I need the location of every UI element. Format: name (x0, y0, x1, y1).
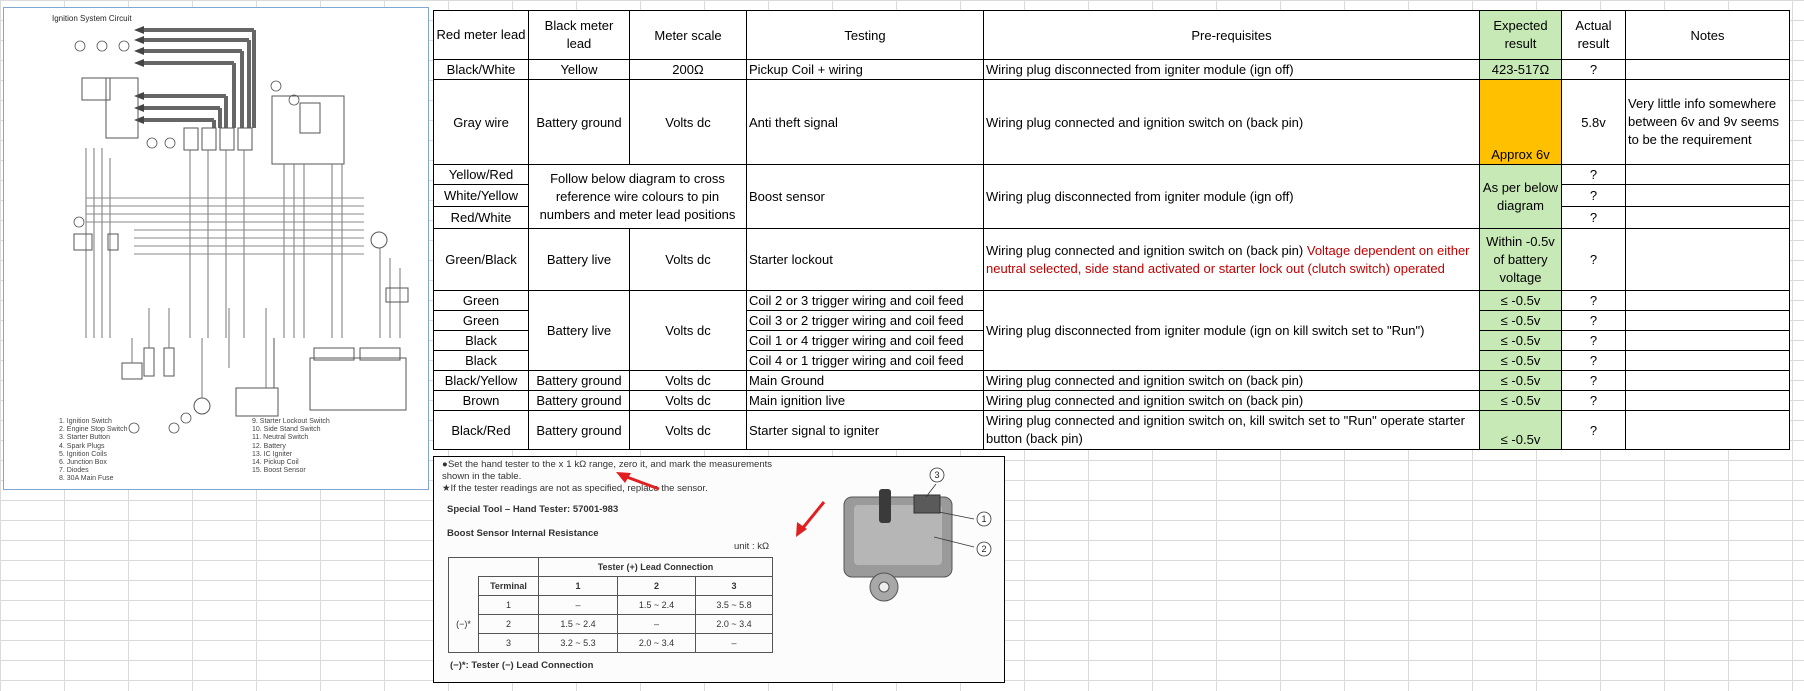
cell-actual[interactable]: ? (1562, 331, 1626, 351)
table-row (434, 80, 1790, 165)
cell-red-lead[interactable]: Green/Black (434, 229, 529, 291)
cell-actual[interactable]: ? (1562, 207, 1626, 229)
legend-left (59, 418, 128, 484)
cell-actual[interactable]: ? (1562, 60, 1626, 80)
cell-notes[interactable] (1626, 391, 1790, 411)
legend-item: 10. Side Stand Switch (252, 426, 321, 434)
cell-testing[interactable]: Coil 2 or 3 trigger wiring and coil feed (747, 291, 984, 311)
cell-actual[interactable]: ? (1562, 165, 1626, 185)
diagram-title: Ignition System Circuit (52, 14, 132, 23)
table-row (434, 165, 1790, 185)
table-row (434, 229, 1790, 291)
col-header: 1 (539, 577, 618, 596)
cell-testing[interactable]: Main Ground (747, 371, 984, 391)
cell-meter-scale[interactable]: Volts dc (630, 80, 747, 165)
legend-item: 9. Starter Lockout Switch (252, 418, 330, 425)
cell-actual[interactable]: ? (1562, 351, 1626, 371)
table-row (434, 60, 1790, 80)
cell-prereq[interactable]: Wiring plug disconnected from igniter module (ign off) (984, 60, 1480, 80)
cell-prereq[interactable]: Wiring plug connected and ignition switch on, kill switch set to "Run" operate starter button (back pin) (984, 411, 1480, 450)
resistance-value: 3.2 ~ 5.3 (539, 634, 618, 653)
cell-red-lead[interactable]: White/Yellow (434, 185, 529, 207)
cell-red-lead[interactable]: Gray wire (434, 80, 529, 165)
cell-expected[interactable]: ≤ -0.5v (1480, 371, 1562, 391)
cell-prereq[interactable] (984, 229, 1480, 291)
header-actual[interactable]: Actual result (1562, 11, 1626, 60)
cell-notes[interactable] (1626, 165, 1790, 185)
cell-actual[interactable]: ? (1562, 185, 1626, 207)
cell-actual[interactable]: ? (1562, 411, 1626, 450)
cell-meter-scale[interactable]: Volts dc (630, 229, 747, 291)
header-testing[interactable]: Testing (747, 11, 984, 60)
cell-prereq[interactable]: Wiring plug connected and ignition switch on (back pin) (984, 371, 1480, 391)
cell-notes[interactable] (1626, 311, 1790, 331)
cell-black-lead[interactable]: Battery ground (529, 391, 630, 411)
cell-red-lead[interactable]: Brown (434, 391, 529, 411)
header-expected[interactable]: Expected result (1480, 11, 1562, 60)
cell-red-lead[interactable]: Black (434, 331, 529, 351)
cell-red-lead[interactable]: Black/Yellow (434, 371, 529, 391)
cell-notes[interactable] (1626, 60, 1790, 80)
col-header: 2 (618, 577, 696, 596)
cell-expected[interactable]: As per below diagram (1480, 165, 1562, 229)
callout-2: 2 (981, 544, 987, 554)
unit-label: unit : kΩ (734, 541, 770, 552)
header-black-lead[interactable]: Black meter lead (529, 11, 630, 60)
legend-item: 14. Pickup Coil (252, 459, 299, 467)
cell-notes[interactable] (1626, 351, 1790, 371)
legend-item: 5. Ignition Coils (59, 450, 107, 458)
terminal-number: 3 (479, 634, 539, 653)
prereq-warning-text: Voltage dependent on either neutral selected, side stand activated or starter lock out (clutch switch) operated (986, 242, 1470, 276)
cell-testing[interactable]: Pickup Coil + wiring (747, 60, 984, 80)
cell-notes[interactable] (1626, 207, 1790, 229)
legend-item: 3. Starter Button (59, 434, 110, 442)
manual-subheading: Boost Sensor Internal Resistance (447, 528, 599, 539)
cell-meter-scale[interactable]: Volts dc (630, 411, 747, 450)
cell-expected[interactable]: ≤ -0.5v (1480, 411, 1562, 450)
legend-item: 4. Spark Plugs (59, 442, 105, 450)
instruction-2: ★If the tester readings are not as specified, replace the sensor. (442, 483, 708, 494)
instruction-1: ●Set the hand tester to the x 1 kΩ range, zero it, and mark the measurements shown in the table. (442, 459, 772, 482)
cell-notes[interactable] (1626, 411, 1790, 450)
cell-prereq[interactable]: Wiring plug disconnected from igniter module (ign off) (984, 165, 1480, 229)
cell-expected[interactable]: ≤ -0.5v (1480, 391, 1562, 411)
annotation-arrows (616, 472, 824, 537)
cell-testing[interactable]: Main ignition live (747, 391, 984, 411)
cell-black-lead[interactable]: Battery ground (529, 411, 630, 450)
test-table (433, 10, 1790, 450)
cell-testing[interactable]: Coil 3 or 2 trigger wiring and coil feed (747, 311, 984, 331)
legend-item: 11. Neutral Switch (252, 434, 309, 442)
prereq-text: Wiring plug connected and ignition switch on (back pin) (986, 242, 1304, 258)
minus-lead-label: (−)* (449, 596, 479, 653)
legend-item: 15. Boost Sensor (252, 467, 306, 475)
resistance-value: – (696, 634, 773, 653)
table-row (434, 291, 1790, 311)
cell-testing[interactable]: Starter lockout (747, 229, 984, 291)
cell-prereq[interactable]: Wiring plug disconnected from igniter module (ign on kill switch set to "Run") (984, 291, 1480, 371)
boost-sensor-manual-image[interactable] (433, 456, 1005, 683)
callout-3: 3 (934, 470, 940, 480)
header-notes[interactable]: Notes (1626, 11, 1790, 60)
cell-actual[interactable]: ? (1562, 291, 1626, 311)
cell-meter-scale[interactable]: Volts dc (630, 391, 747, 411)
cell-meter-scale[interactable]: 200Ω (630, 60, 747, 80)
legend-item: 2. Engine Stop Switch (59, 426, 128, 434)
cell-actual[interactable]: ? (1562, 311, 1626, 331)
header-red-lead[interactable]: Red meter lead (434, 11, 529, 60)
resistance-value: 2.0 ~ 3.4 (696, 615, 773, 634)
special-tool: Special Tool – Hand Tester: 57001-983 (447, 504, 619, 515)
cell-testing[interactable]: Starter signal to igniter (747, 411, 984, 450)
cell-red-lead[interactable]: Yellow/Red (434, 165, 529, 185)
resistance-value: 1.5 ~ 2.4 (539, 615, 618, 634)
cell-black-lead[interactable]: Battery ground (529, 371, 630, 391)
cell-notes[interactable] (1626, 185, 1790, 207)
cell-black-lead[interactable]: Yellow (529, 60, 630, 80)
resistance-value: 1.5 ~ 2.4 (618, 596, 696, 615)
cell-expected[interactable]: Within -0.5v of battery voltage (1480, 229, 1562, 291)
legend-item: 13. IC Igniter (252, 450, 293, 458)
table-row (434, 371, 1790, 391)
boost-sensor-photo (434, 457, 1005, 683)
cell-red-lead[interactable]: Black/White (434, 60, 529, 80)
cell-black-lead[interactable]: Battery ground (529, 80, 630, 165)
cell-actual[interactable]: ? (1562, 371, 1626, 391)
cell-expected[interactable]: ≤ -0.5v (1480, 311, 1562, 331)
cell-red-lead[interactable]: Black (434, 351, 529, 371)
wiring-diagram-image[interactable] (3, 7, 429, 490)
header-meter-scale[interactable]: Meter scale (630, 11, 747, 60)
manual-footnote: (−)*: Tester (−) Lead Connection (450, 660, 594, 671)
callout-1: 1 (981, 514, 987, 524)
resistance-value: – (618, 615, 696, 634)
cell-meter-scale[interactable]: Volts dc (630, 371, 747, 391)
terminal-number: 2 (479, 615, 539, 634)
cell-actual[interactable]: ? (1562, 391, 1626, 411)
cell-notes[interactable] (1626, 371, 1790, 391)
boost-sensor-illustration (844, 484, 974, 601)
header-row (434, 11, 1790, 60)
cell-prereq[interactable]: Wiring plug connected and ignition switch on (back pin) (984, 391, 1480, 411)
terminal-number: 1 (479, 596, 539, 615)
cell-testing[interactable]: Boost sensor (747, 165, 984, 229)
cell-expected[interactable]: 423-517Ω (1480, 60, 1562, 80)
cell-boost-instructions[interactable]: Follow below diagram to cross reference wire colours to pin numbers and meter lead positions (529, 165, 747, 229)
cell-expected[interactable]: ≤ -0.5v (1480, 291, 1562, 311)
cell-expected[interactable]: ≤ -0.5v (1480, 351, 1562, 371)
legend-right (252, 418, 330, 475)
legend-item: 7. Diodes (59, 467, 89, 475)
cell-red-lead[interactable]: Green (434, 291, 529, 311)
resistance-value: – (539, 596, 618, 615)
cell-meter-scale[interactable]: Volts dc (630, 291, 747, 371)
resistance-value: 3.5 ~ 5.8 (696, 596, 773, 615)
cell-testing[interactable]: Coil 1 or 4 trigger wiring and coil feed (747, 331, 984, 351)
cell-black-lead[interactable]: Battery live (529, 229, 630, 291)
table-row (434, 411, 1790, 450)
resistance-value: 2.0 ~ 3.4 (618, 634, 696, 653)
cell-notes[interactable] (1626, 331, 1790, 351)
cell-expected[interactable]: Approx 6v (1480, 80, 1562, 165)
cell-red-lead[interactable]: Green (434, 311, 529, 331)
terminal-header: Terminal (479, 577, 539, 596)
cell-testing[interactable]: Anti theft signal (747, 80, 984, 165)
table-row (434, 391, 1790, 411)
legend-item: 12. Battery (252, 442, 286, 450)
cell-testing[interactable]: Coil 4 or 1 trigger wiring and coil feed (747, 351, 984, 371)
tester-plus-header: Tester (+) Lead Connection (539, 558, 773, 577)
cell-actual[interactable]: 5.8v (1562, 80, 1626, 165)
cell-red-lead[interactable]: Black/Red (434, 411, 529, 450)
legend-item: 8. 30A Main Fuse (59, 475, 114, 483)
cell-notes[interactable] (1626, 229, 1790, 291)
cell-black-lead[interactable]: Battery live (529, 291, 630, 371)
cell-notes[interactable]: Very little info somewhere between 6v and 9v seems to be the requirement (1626, 80, 1790, 165)
cell-actual[interactable]: ? (1562, 229, 1626, 291)
header-prerequisites[interactable]: Pre-requisites (984, 11, 1480, 60)
legend-item: 6. Junction Box (59, 459, 107, 467)
cell-expected[interactable]: ≤ -0.5v (1480, 331, 1562, 351)
cell-prereq[interactable]: Wiring plug connected and ignition switch on (back pin) (984, 80, 1480, 165)
cell-red-lead[interactable]: Red/White (434, 207, 529, 229)
legend-item: 1. Ignition Switch (59, 418, 112, 425)
cell-notes[interactable] (1626, 291, 1790, 311)
col-header: 3 (696, 577, 773, 596)
